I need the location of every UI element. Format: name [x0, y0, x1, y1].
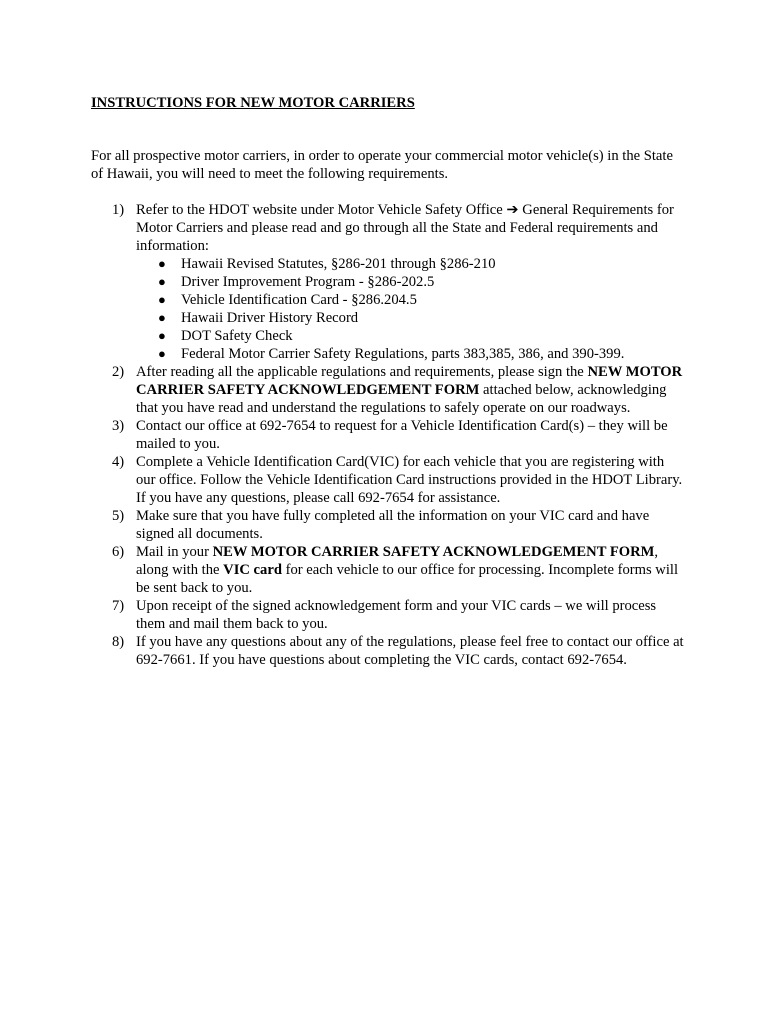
step-text: Contact our office at 692-7654 to request for a Vehicle Identification Card(s) – they will be mailed to you. — [136, 418, 668, 452]
bullet-icon: ● — [158, 310, 166, 325]
bullet-text: Hawaii Driver History Record — [181, 310, 359, 326]
step-number: 7) — [112, 598, 125, 614]
form-name-bold: NEW MOTOR CARRIER SAFETY ACKNOWLEDGEMENT FORM — [136, 364, 683, 398]
step-text: Complete a Vehicle Identification Card(VIC) for each vehicle that you are registering with our office. Follow the Vehicle Identification Card instructions provided in the HDOT Library. If you have any questions, please call 692-7654 for assistance. — [136, 454, 683, 506]
list-item — [136, 255, 686, 273]
step-number: 4) — [112, 454, 125, 470]
step-text: If you have any questions about any of the regulations, please feel free to contact our office at 692-7661. If you have questions about completing the VIC cards, contact 692-7654. — [136, 634, 684, 668]
step-number: 5) — [112, 508, 125, 524]
bullet-text: Vehicle Identification Card - §286.204.5 — [181, 292, 417, 308]
step-text: General Requirements for Motor Carriers and please read and go through all the State and Federal requirements and information: — [136, 202, 674, 254]
step-2 — [91, 363, 686, 417]
vic-card-bold: VIC card — [223, 562, 282, 578]
step-text: Make sure that you have fully completed all the information on your VIC card and have signed all documents. — [136, 508, 650, 542]
step-text: Refer to the HDOT website under Motor Vehicle Safety Office — [136, 202, 507, 218]
bullet-icon: ● — [158, 292, 166, 307]
list-item — [136, 291, 686, 309]
step-text: Mail in your — [136, 544, 213, 560]
step-text: attached below, acknowledging that you have read and understand the regulations to safely operate on our roadways. — [136, 382, 667, 416]
step-4 — [91, 453, 686, 507]
step-6 — [91, 543, 686, 597]
bullet-icon: ● — [158, 328, 166, 343]
bullet-text: DOT Safety Check — [181, 328, 293, 344]
step-text: Upon receipt of the signed acknowledgement form and your VIC cards – we will process them and mail them back to you. — [136, 598, 657, 632]
page-title: INSTRUCTIONS FOR NEW MOTOR CARRIERS — [91, 95, 415, 111]
instructions-list — [91, 201, 686, 669]
form-name-bold: NEW MOTOR CARRIER SAFETY ACKNOWLEDGEMENT FORM — [212, 544, 655, 560]
step-1 — [91, 201, 686, 363]
bullet-text: Driver Improvement Program - §286-202.5 — [181, 274, 435, 290]
step-text: , along with the — [136, 544, 659, 578]
step-number: 3) — [112, 418, 125, 434]
step-number: 8) — [112, 634, 125, 650]
step-5 — [91, 507, 686, 543]
bullet-icon: ● — [158, 346, 166, 361]
requirements-bullet-list — [136, 255, 686, 363]
list-item — [136, 327, 686, 345]
bullet-text: Hawaii Revised Statutes, §286-201 through §286-210 — [181, 256, 496, 272]
arrow-right-icon: ➔ — [506, 202, 519, 218]
step-7 — [91, 597, 686, 633]
step-text: After reading all the applicable regulations and requirements, please sign the — [136, 364, 588, 380]
step-text: for each vehicle to our office for processing. Incomplete forms will be sent back to you. — [136, 562, 678, 596]
intro-paragraph: For all prospective motor carriers, in order to operate your commercial motor vehicle(s) in the State of Hawaii, you will need to meet the following requirements. — [91, 148, 673, 182]
step-number: 1) — [112, 202, 125, 218]
step-3 — [91, 417, 686, 453]
step-number: 6) — [112, 544, 125, 560]
bullet-icon: ● — [158, 274, 166, 289]
step-number: 2) — [112, 364, 125, 380]
bullet-text: Federal Motor Carrier Safety Regulations, parts 383,385, 386, and 390-399. — [181, 346, 625, 362]
list-item — [136, 309, 686, 327]
bullet-icon: ● — [158, 256, 166, 271]
list-item — [136, 273, 686, 291]
step-8 — [91, 633, 686, 669]
list-item — [136, 345, 686, 363]
